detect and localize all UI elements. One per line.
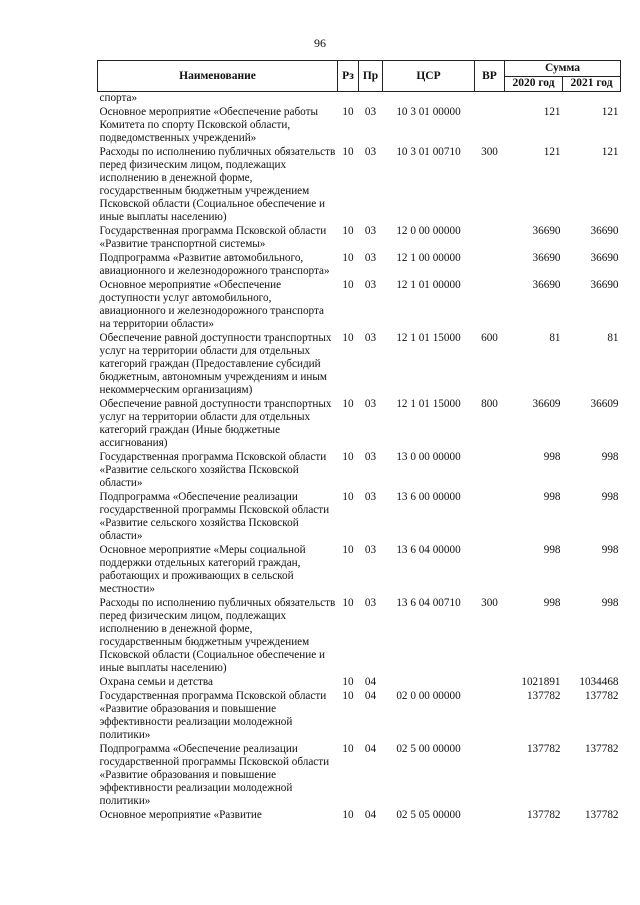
row-name: Охрана семьи и детства [99,676,213,688]
row-pr: 03 [364,597,377,609]
row-vr: 600 [481,332,498,344]
row-sum-2020: 998 [543,544,561,556]
page-number: 96 [314,36,326,50]
header-vr: ВР [475,61,505,92]
row-csr: 13 0 00 00000 [396,451,461,463]
row-sum-2021: 36609 [590,398,619,410]
row-vr [475,225,505,252]
row-sum-2020: 36690 [532,252,561,264]
budget-table [97,60,621,823]
table-row [98,252,621,279]
table-row [98,106,621,146]
table-row [98,398,621,451]
row-pr [359,92,383,107]
row-sum-2021: 998 [601,451,619,463]
row-pr: 03 [364,451,377,463]
row-vr [475,676,505,690]
row-csr: 12 1 00 00000 [396,252,461,264]
header-rz: Рз [338,61,359,92]
row-pr: 03 [364,106,377,118]
row-vr [475,544,505,597]
row-pr: 04 [364,809,377,821]
row-sum-2021: 121 [601,146,619,158]
table-row [98,279,621,332]
row-sum-2020: 998 [543,491,561,503]
row-csr: 12 1 01 00000 [396,279,461,291]
row-pr: 03 [364,252,377,264]
row-sum-2020: 81 [549,332,561,344]
row-rz: 10 [342,106,354,118]
table-row [98,690,621,743]
row-sum-2020: 36690 [532,279,561,291]
row-sum-2020: 36609 [532,398,561,410]
row-name: Основное мероприятие «Меры социальной поддержки отдельных категорий граждан, работающих и проживающих в сельской местности» [99,544,306,595]
row-sum-2020 [505,92,563,107]
row-name: спорта» [99,92,138,104]
row-rz: 10 [342,743,354,755]
row-name: Расходы по исполнению публичных обязательств перед физическим лицом, подлежащих исполнению в денежной форме, государственным бюджетным учреждением Псковской области (Социальное обеспечение и иные выплаты населению) [99,146,336,223]
row-csr: 13 6 04 00710 [396,597,461,609]
table-row [98,597,621,676]
row-name: Основное мероприятие «Развитие [99,809,262,821]
row-vr [475,491,505,544]
row-pr: 03 [364,279,377,291]
row-rz: 10 [342,676,354,688]
row-rz: 10 [342,544,354,556]
row-sum-2021: 998 [601,491,619,503]
row-sum-2020: 137782 [526,690,561,702]
row-sum-2021: 1034468 [579,676,619,688]
row-sum-2020: 137782 [526,743,561,755]
table-row [98,809,621,823]
row-csr: 13 6 04 00000 [396,544,461,556]
row-name: Подпрограмма «Обеспечение реализации государственной программы Псковской области «Развитие сельского хозяйства Псковской области» [99,491,330,542]
row-sum-2020: 998 [543,597,561,609]
row-csr [383,676,475,690]
row-name: Расходы по исполнению публичных обязательств перед физическим лицом, подлежащих исполнению в денежной форме, государственным бюджетным учреждением Псковской области (Социальное обеспечение и иные выплаты населению) [99,597,336,674]
row-csr: 12 1 01 15000 [396,398,461,410]
row-vr: 300 [481,146,498,158]
header-row [98,61,621,77]
table-row [98,743,621,809]
row-vr: 300 [481,597,498,609]
row-sum-2021: 998 [601,544,619,556]
row-rz: 10 [342,332,354,344]
row-sum-2021: 121 [601,106,619,118]
table-row [98,225,621,252]
row-pr: 03 [364,225,377,237]
row-pr: 04 [364,676,377,688]
row-pr: 04 [364,690,377,702]
row-vr [475,451,505,491]
row-name: Обеспечение равной доступности транспортных услуг на территории области для отдельных категорий граждан (Иные бюджетные ассигнования) [99,398,332,449]
row-name: Государственная программа Псковской области «Развитие сельского хозяйства Псковской области» [99,451,327,489]
row-sum-2021: 36690 [590,279,619,291]
row-rz: 10 [342,225,354,237]
row-vr [475,743,505,809]
row-sum-2021 [563,92,621,107]
header-2020: 2020 год [505,76,563,92]
header-sum: Сумма [505,61,621,77]
row-vr [475,690,505,743]
row-csr: 13 6 00 00000 [396,491,461,503]
row-sum-2020: 998 [543,451,561,463]
row-vr [475,106,505,146]
row-sum-2020: 137782 [526,809,561,821]
row-sum-2021: 137782 [584,809,619,821]
row-sum-2021: 36690 [590,252,619,264]
table-body [98,92,621,824]
row-vr [475,809,505,823]
row-csr: 02 0 00 00000 [396,690,461,702]
header-csr: ЦСР [383,61,475,92]
row-sum-2020: 121 [543,106,561,118]
row-name: Подпрограмма «Обеспечение реализации государственной программы Псковской области «Развитие образования и повышение эффективности реализации молодежной политики» [99,743,330,807]
header-name: Наименование [98,61,338,92]
row-rz: 10 [342,690,354,702]
row-name: Государственная программа Псковской области «Развитие образования и повышение эффективности реализации молодежной политики» [99,690,327,741]
row-rz: 10 [342,146,354,158]
row-csr: 10 3 01 00000 [396,106,461,118]
row-csr: 12 1 01 15000 [396,332,461,344]
row-rz: 10 [342,597,354,609]
row-pr: 03 [364,332,377,344]
row-vr: 800 [481,398,498,410]
row-vr [475,279,505,332]
row-sum-2021: 36690 [590,225,619,237]
row-pr: 03 [364,544,377,556]
row-name: Подпрограмма «Развитие автомобильного, авиационного и железнодорожного транспорта» [99,252,330,277]
row-rz: 10 [342,491,354,503]
header-pr: Пр [359,61,383,92]
row-pr: 04 [364,743,377,755]
row-pr: 03 [364,146,377,158]
row-vr [475,252,505,279]
table-row [98,451,621,491]
row-sum-2020: 1021891 [521,676,561,688]
table-row [98,676,621,690]
row-sum-2021: 81 [607,332,619,344]
header-2021: 2021 год [563,76,621,92]
row-name: Обеспечение равной доступности транспортных услуг на территории области для отдельных категорий граждан (Предоставление субсидий бюджетным, автономным учреждениям и иным некоммерческим организациям) [99,332,332,396]
row-name: Государственная программа Псковской области «Развитие транспортной системы» [99,225,327,250]
row-rz: 10 [342,252,354,264]
table-row [98,332,621,398]
row-sum-2021: 998 [601,597,619,609]
table-row [98,92,621,107]
row-sum-2021: 137782 [584,743,619,755]
row-csr: 12 0 00 00000 [396,225,461,237]
row-pr: 03 [364,398,377,410]
row-rz: 10 [342,279,354,291]
table-row [98,491,621,544]
row-sum-2021: 137782 [584,690,619,702]
row-rz [338,92,359,107]
row-pr: 03 [364,491,377,503]
table-row [98,544,621,597]
table-row [98,146,621,225]
row-csr: 10 3 01 00710 [396,146,461,158]
row-csr: 02 5 05 00000 [396,809,461,821]
row-rz: 10 [342,451,354,463]
row-sum-2020: 36690 [532,225,561,237]
row-rz: 10 [342,809,354,821]
row-csr [383,92,475,107]
row-rz: 10 [342,398,354,410]
row-sum-2020: 121 [543,146,561,158]
row-csr: 02 5 00 00000 [396,743,461,755]
row-name: Основное мероприятие «Обеспечение работы Комитета по спорту Псковской области, подведомственных учреждений» [99,106,319,144]
row-name: Основное мероприятие «Обеспечение доступности услуг автомобильного, авиационного и железнодорожного транспорта на территории области» [99,279,324,330]
row-vr [475,92,505,107]
